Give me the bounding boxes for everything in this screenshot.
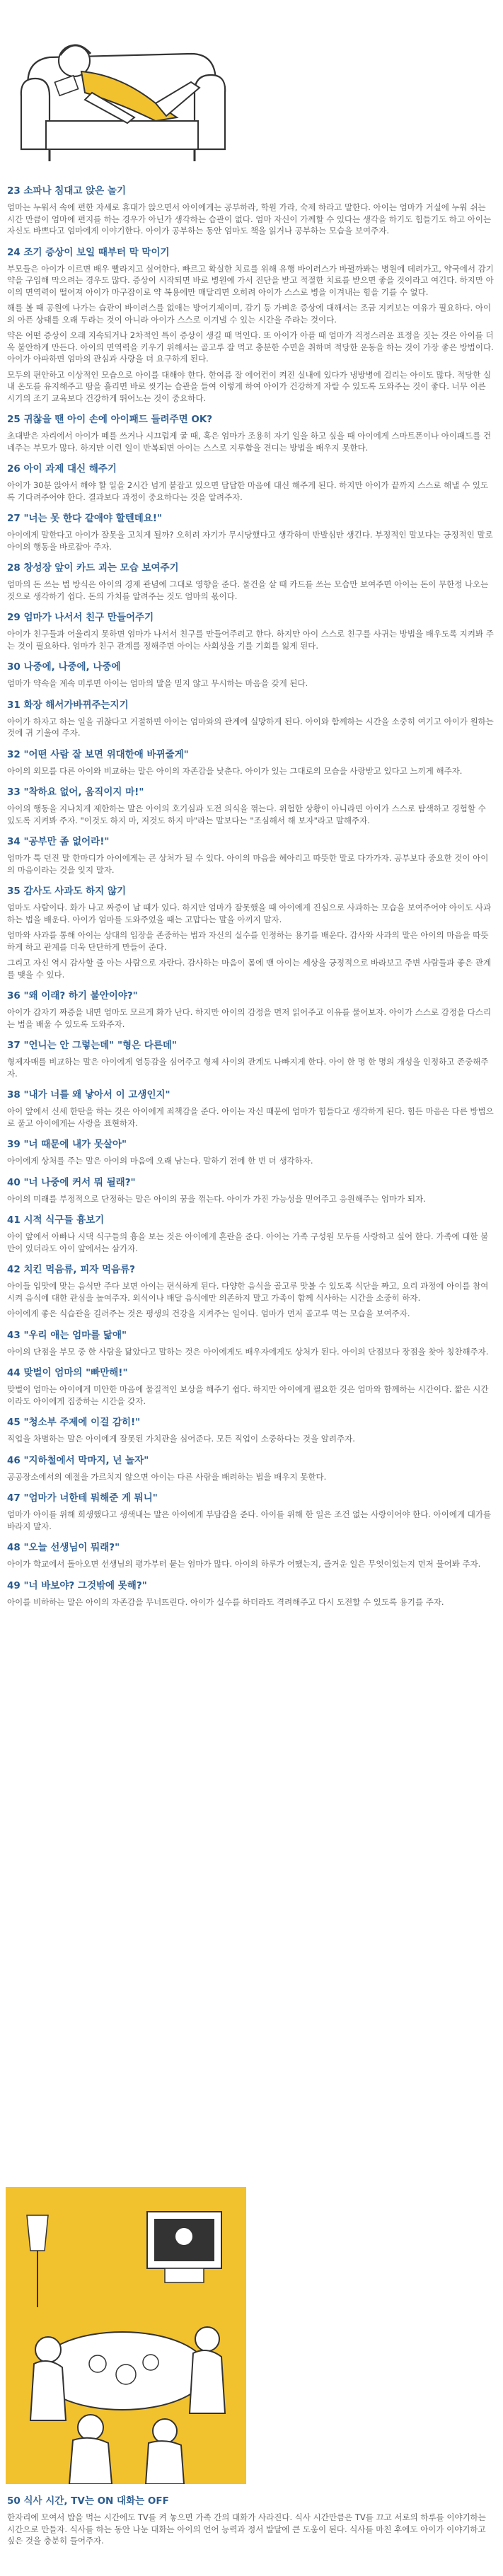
section-paragraph: 아이 앞에서 아빠나 시댁 식구들의 흉을 보는 것은 아이에게 혼란을 준다. 아이는 가족 구성원 모두를 사랑하고 싶어 한다. 가족에 대한 불만이 있더라도 아이 앞에서는 삼가자.: [7, 1231, 489, 1253]
article-section: [7, 1214, 495, 1254]
article-section: [7, 513, 495, 552]
section-paragraph: 엄마가 아이를 위해 희생했다고 생색내는 말은 아이에게 부담감을 준다. 아이를 위해 한 일은 조건 없는 사랑이어야 한다. 아이에게 대가를 바라지 말자.: [7, 1509, 492, 1531]
section-title: 33 "착하요 없어, 움직이지 마!": [7, 787, 144, 798]
article-section: [7, 1177, 495, 1205]
section-title: 34 "공부만 좀 없어라!": [7, 836, 110, 847]
section-title: 27 "너는 못 한다 같애야 할텐데요!": [7, 513, 163, 524]
article-section: [7, 1492, 495, 1532]
article-section: [7, 612, 495, 651]
section-title: 25 귀찮을 땐 아이 손에 아이패드 들려주면 OK?: [7, 414, 213, 425]
section-paragraph: 아이가 친구들과 어울리지 못하면 엄마가 나서서 친구를 만들어주려고 한다. 하지만 아이 스스로 친구를 사귀는 방법을 배우도록 지켜봐 주는 것이 필요하다. 엄마가 친구 관계를 정해주면 아이는 사회성을 기를 기회를 잃게 된다.: [7, 629, 494, 651]
article-section: [7, 990, 495, 1030]
section-paragraph: 아이의 행동을 지나치게 제한하는 말은 아이의 호기심과 도전 의식을 꺾는다. 위험한 상황이 아니라면 아이가 스스로 탐색하고 경험할 수 있도록 지켜봐 주자. "이것도 하지 마, 저것도 하지 마"라는 말보다는 "조심해서 해 보자"라고 말해주자.: [7, 803, 486, 825]
section-title: 38 "내가 너를 왜 낳아서 이 고생인지": [7, 1089, 170, 1101]
section-title: 43 "우리 애는 엄마를 닮애": [7, 1329, 127, 1341]
section-paragraph: 아이의 미래를 부정적으로 단정하는 말은 아이의 꿈을 꺾는다. 아이가 가진 가능성을 믿어주고 응원해주는 엄마가 되자.: [7, 1193, 426, 1204]
section-title: 30 나중에, 나중에, 나중에: [7, 661, 121, 673]
article-section: [7, 1330, 495, 1358]
section-paragraph: 아이에게 말한다고 아이가 잘못을 고치게 될까? 오히려 자기가 무시당했다고 생각하여 반발심만 생긴다. 부정적인 말보다는 긍정적인 말로 아이의 행동을 바로잡아 주자.: [7, 530, 493, 552]
section-paragraph: 모두의 편안하고 이상적인 모습으로 아이를 대해야 한다. 한여름 잘 에어컨이 켜진 실내에 있다가 냉방병에 걸리는 아이도 많다. 적당한 실내 온도를 유지해주고 땀을 흘리면 바로 씻기는 습관을 들여 이렇게 하여 아이가 건강하게 자랄 수 있도록 도와주는 것이 좋다. 너무 이른 시기의 조기 교육보다 건강하게 뛰어노는 것이 중요하다.: [7, 369, 492, 403]
section-paragraph: 맞벌이 엄마는 아이에게 미안한 마음에 물질적인 보상을 해주기 쉽다. 하지만 아이에게 필요한 것은 엄마와 함께하는 시간이다. 짧은 시간이라도 아이에게 집중하는 시간을 갖자.: [7, 1384, 489, 1406]
section-paragraph: 엄마가 툭 던진 말 한마디가 아이에게는 큰 상처가 될 수 있다. 아이의 마음을 헤아리고 따뜻한 말로 다가가자. 공부보다 중요한 것이 아이의 마음이라는 것을 잊지 말자.: [7, 853, 489, 875]
section-paragraph: 한자리에 모여서 밥을 먹는 시간에도 TV를 켜 놓으면 가족 간의 대화가 사라진다. 식사 시간만큼은 TV를 끄고 서로의 하루를 이야기하는 시간으로 만들자. 식사를 하는 동안 나눈 대화는 아이의 언어 능력과 정서 발달에 큰 도움이 된다. 식사를 마친 후에도 아이가 이야기하고 싶은 것을 충분히 들어주자.: [7, 2512, 486, 2546]
section-title: 44 맞벌이 엄마의 "빠만해!": [7, 1367, 128, 1379]
article-section: [7, 1417, 495, 1445]
section-title: 46 "지하철에서 막마지, 넌 놀자": [7, 1454, 149, 1466]
section-title: 45 "청소부 주제에 이걸 감히!": [7, 1417, 141, 1428]
section-paragraph: 아이의 단점을 부모 중 한 사람을 닮았다고 말하는 것은 아이에게도 배우자에게도 상처가 된다. 아이의 단점보다 장점을 찾아 칭찬해주자.: [7, 1346, 489, 1357]
section-paragraph: 엄마의 돈 쓰는 법 방식은 아이의 경제 관념에 그대로 영향을 준다. 물건을 살 때 카드를 쓰는 모습만 보여주면 아이는 돈이 무한정 나오는 것으로 생각하기 쉽다. 돈의 가치를 알려주는 것도 엄마의 몫이다.: [7, 579, 489, 601]
section-title: 35 감사도 사과도 하지 않기: [7, 886, 126, 897]
section-paragraph: 엄마가 약속을 계속 미루면 아이는 엄마의 말을 믿지 않고 무시하는 마음을 갖게 된다.: [7, 678, 308, 688]
article-section: [7, 1455, 495, 1483]
article-section: [7, 1542, 495, 1570]
section-paragraph: 엄마와 사과를 통해 아이는 상대의 입장을 존중하는 법과 자신의 실수를 인정하는 용기를 배운다. 감사와 사과의 말은 아이의 마음을 따뜻하게 하고 관계를 더욱 단단하게 만들어 준다.: [7, 930, 489, 952]
section-title: 26 아이 과제 대신 해주기: [7, 463, 117, 475]
section-paragraph: 아이가 갑자기 짜증을 내면 엄마도 모르게 화가 난다. 하지만 아이의 감정을 먼저 읽어주고 이유를 물어보자. 아이가 스스로 감정을 다스리는 법을 배울 수 있도록 도와주자.: [7, 1007, 492, 1029]
section-title: 31 화장 해서가바뀌주는지기: [7, 699, 129, 711]
section-paragraph: 공공장소에서의 예절을 가르치지 않으면 아이는 다른 사람을 배려하는 법을 배우지 못한다.: [7, 1471, 327, 1482]
section-paragraph: 아이가 하자고 하는 일을 귀찮다고 거절하면 아이는 엄마와의 관계에 실망하게 된다. 아이와 함께하는 시간을 소중히 여기고 아이가 원하는 것에 귀 기울여 주자.: [7, 716, 494, 738]
section-title: 47 "엄마가 너한테 뭐해준 게 뭐니": [7, 1492, 158, 1504]
section-paragraph: 형제자매를 비교하는 말은 아이에게 열등감을 심어주고 형제 사이의 관계도 나빠지게 한다. 아이 한 명 한 명의 개성을 인정하고 존중해주자.: [7, 1057, 489, 1079]
article-section: [7, 1089, 495, 1129]
article-section: [7, 661, 495, 690]
section-title: 50 식사 시간, TV는 ON 대화는 OFF: [7, 2495, 169, 2507]
section-paragraph: 아이들 입맛에 맞는 음식만 주다 보면 아이는 편식하게 된다. 다양한 음식을 골고루 맛볼 수 있도록 식단을 짜고, 요리 과정에 아이를 참여시켜 음식에 대한 관심을 높여주자. 외식이나 배달 음식에만 의존하지 말고 가족이 함께 식사하는 시간을 소중히 하자.: [7, 1281, 489, 1303]
section-title: 36 "왜 이래? 하기 불안이야?": [7, 990, 138, 1002]
section-title: 29 엄마가 나서서 친구 만들어주기: [7, 612, 154, 623]
article-section: [7, 700, 495, 739]
section-paragraph: 엄마는 누워서 속에 편한 자세로 휴대가 앉으면서 아이에게는 공부하라, 학원 가라, 숙제 하라고 말한다. 아이는 엄마가 거실에 누워 쉬는 시간 만큼이 엄마에 편지를 하는 경우가 아닌가 생각하는 습관이 없다. 엄마 자신이 가께할 수 있다는 생각을 하기도 힘들기도 하고 아이는 자신도 바쁘다고 엄마에게 이야기한다. 아이가 공부하는 동안 엄마도 책을 읽거나 공부하는 모습을 보여주자.: [7, 202, 492, 236]
article-section: [7, 787, 495, 826]
article-section: [7, 1264, 495, 1320]
article-section: [7, 463, 495, 503]
section-paragraph: 해를 볼 때 공원에 나가는 습관이 바이러스를 없애는 방어기제이며, 감기 등 가벼운 증상에 대해서는 조금 지켜보는 여유가 필요하다. 아이의 아픈 상태를 오래 두라는 것이 아니라 아이가 스스로 이겨낼 수 있는 시간을 주라는 것이다.: [7, 303, 492, 325]
section-title: 28 창성장 앞이 카드 괴는 모습 보여주기: [7, 562, 179, 574]
article-body: [7, 185, 495, 1618]
section-paragraph: 아이 앞에서 신세 한탄을 하는 것은 아이에게 죄책감을 준다. 아이는 자신 때문에 엄마가 힘들다고 생각하게 된다. 힘든 마음은 다른 방법으로 풀고 아이에게는 사랑을 표현하자.: [7, 1106, 494, 1128]
article-section: [7, 562, 495, 602]
section-paragraph: 아이의 외모를 다른 아이와 비교하는 말은 아이의 자존감을 낮춘다. 아이가 있는 그대로의 모습을 사랑받고 있다고 느끼게 해주자.: [7, 765, 463, 776]
section-title: 40 "너 나중에 커서 뭐 될래?": [7, 1176, 136, 1188]
section-paragraph: 아이가 30분 앉아서 해야 할 일을 2시간 넘게 붙잡고 있으면 답답한 마음에 대신 해주게 된다. 하지만 아이가 끝까지 스스로 해낼 수 있도록 기다려주어야 한다. 결과보다 과정이 중요하다는 것을 알려주자.: [7, 480, 489, 502]
section-paragraph: 부모들은 아이가 이르면 배우 빨라지고 싶어한다. 빠르고 확실한 치료를 위해 유행 바이러스가 바뀔까봐는 병원에 데려가고, 약국에서 감기약을 구입해 막으려는 경우도 많다. 증상이 시작되면 바로 병원에 가서 진단을 받고 적절한 치료를 받으면 좋을 것이라고 여긴다. 하지만 아이의 면역력이 떨어져 아이가 마구잡이로 약 복용에만 매달리면 오히려 아이가 스스로 병을 이겨내는 힘을 기를 수 없다.: [7, 263, 494, 297]
section-paragraph: 아이에게 좋은 식습관을 길러주는 것은 평생의 건강을 지켜주는 일이다. 엄마가 먼저 골고루 먹는 모습을 보여주자.: [7, 1309, 410, 1318]
family-dinner-illustration: [6, 2187, 246, 2484]
section-title: 32 "어떤 사람 잘 보면 위대한애 바뀌줄게": [7, 748, 189, 760]
section-title: 23 소파나 침대고 앉은 놀기: [7, 185, 126, 197]
section-paragraph: 직업을 차별하는 말은 아이에게 잘못된 가치관을 심어준다. 모든 직업이 소중하다는 것을 알려주자.: [7, 1434, 355, 1444]
section-paragraph: 그리고 자신 역시 감사할 줄 아는 사람으로 자란다. 감사하는 마음이 몸에 밴 아이는 세상을 긍정적으로 바라보고 주변 사람들과 좋은 관계를 맺을 수 있다.: [7, 958, 492, 980]
article-section: [7, 1367, 495, 1407]
sofa-illustration: [14, 4, 226, 181]
section-paragraph: 아이가 학교에서 돌아오면 선생님의 평가부터 묻는 엄마가 많다. 아이의 하루가 어땠는지, 즐거운 일은 무엇이었는지 먼저 물어봐 주자.: [7, 1559, 481, 1569]
section-title: 49 "너 바보야? 그것밖에 못해?": [7, 1579, 147, 1591]
article-section: [7, 1139, 495, 1167]
section-title: 39 "너 때문에 내가 못살아": [7, 1139, 127, 1150]
article-section: [7, 886, 495, 980]
section-paragraph: 아이에게 상처를 주는 말은 아이의 마음에 오래 남는다. 말하기 전에 한 번 더 생각하자.: [7, 1156, 313, 1166]
article-section: [7, 247, 495, 405]
section-title: 42 치킨 먹음류, 피자 먹음류?: [7, 1264, 135, 1275]
article-section: [7, 1040, 495, 1079]
article-section: [7, 1580, 495, 1608]
final-section: [7, 2495, 495, 2547]
section-paragraph: 엄마도 사람이다. 화가 나고 짜증이 날 때가 있다. 하지만 엄마가 잘못했을 때 아이에게 진심으로 사과하는 모습을 보여주어야 아이도 사과하는 법을 배운다. 아이가 엄마를 도와주었을 때는 고맙다는 말을 아끼지 말자.: [7, 903, 492, 924]
section-title: 48 "오늘 선생님이 뭐래?": [7, 1542, 120, 1553]
section-title: 37 "언니는 안 그렇는데" "형은 다른데": [7, 1040, 177, 1051]
article-section: [7, 185, 495, 237]
article-section: [7, 414, 495, 453]
article-section: [7, 749, 495, 777]
section-paragraph: 초대받은 자리에서 아이가 떼를 쓰거나 시끄럽게 굴 때, 혹은 엄마가 조용히 자기 일을 하고 싶을 때 아이에게 스마트폰이나 아이패드를 건네주는 부모가 많다. 하지만 이런 일이 반복되면 아이는 스스로 지루함을 견디는 방법을 배우지 못한다.: [7, 431, 492, 453]
section-title: 41 시적 식구들 흉보기: [7, 1214, 105, 1226]
article-section: [7, 836, 495, 876]
section-paragraph: 아이를 비하하는 말은 아이의 자존감을 무너뜨린다. 아이가 실수를 하더라도 격려해주고 다시 도전할 수 있도록 용기를 주자.: [7, 1596, 444, 1607]
section-title: 24 조기 증상이 보일 때부터 막 막이기: [7, 246, 170, 258]
section-paragraph: 약은 어떤 증상이 오래 지속되거나 2차적인 특이 증상이 생길 때 먹인다. 또 아이가 아플 때 엄마가 걱정스러운 표정을 짓는 것은 아이를 더욱 불안하게 만든다. 아이의 면역력을 키우기 위해서는 골고루 잘 먹고 충분한 수면을 취하며 적당한 운동을 하는 것이 가장 좋은 방법이다. 아이가 아파하면 엄마의 관심과 사랑을 더 요구하게 된다.: [7, 330, 494, 364]
